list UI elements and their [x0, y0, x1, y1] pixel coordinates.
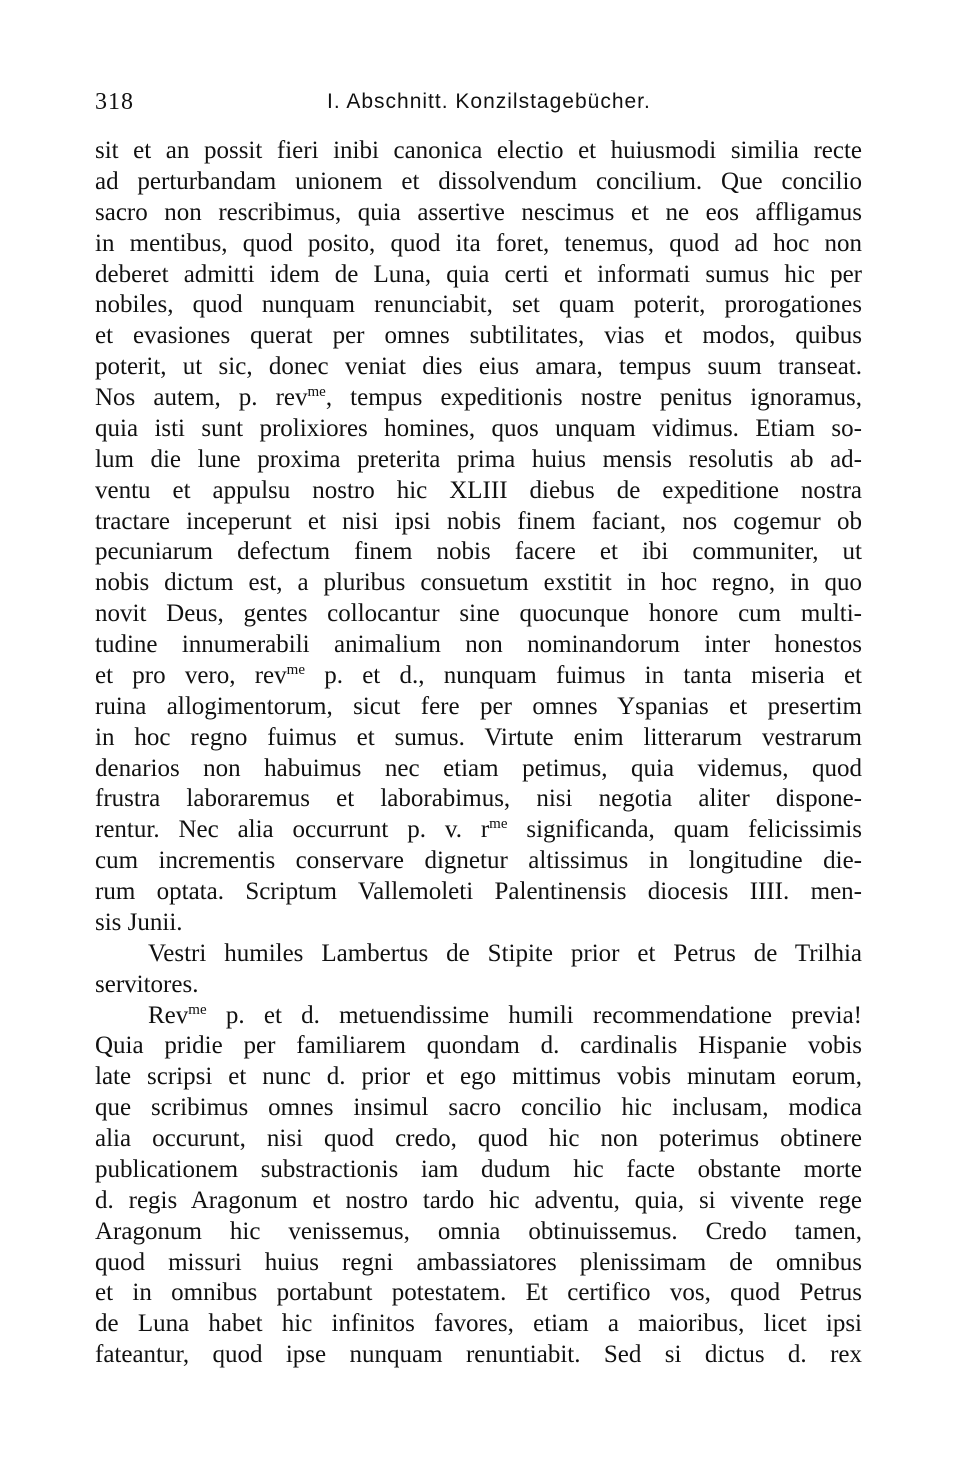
text-line: de Luna habet hic infinitos favores, etiam a maioribus, licet ipsi	[95, 1310, 862, 1338]
superscript-abbreviation: me	[307, 384, 326, 400]
text-line: lum die lune proxima preterita prima huius mensis resolutis ab ad-	[95, 445, 862, 473]
superscript-abbreviation: me	[489, 816, 508, 833]
body-text	[95, 136, 862, 1371]
text-line: rentur. Nec alia occurrunt p. v. $r^{me}$ significanda, quam felicissimis	[95, 816, 862, 844]
text-line: Rev$^{me}$ p. et d. metuendissime humili recommendatione previa!	[148, 1001, 862, 1029]
text-line: rum optata. Scriptum Vallemoleti Palentinensis diocesis IIII. men-	[95, 878, 862, 905]
text-line: alia occurunt, nisi quod credo, quod hic non poterimus obtinere	[95, 1125, 862, 1152]
text-line: nobis dictum est, a pluribus consuetum exstitit in hoc regno, in quo	[95, 569, 862, 597]
text-line: ventu et appulsu nostro hic XLIII diebus de expeditione nostra	[95, 476, 862, 504]
text-line: cum incrementis conservare dignetur altissimus in longitudine die-	[95, 847, 862, 875]
text-line: poterit, ut sic, donec veniat dies eius amara, tempus suum transeat.	[95, 353, 862, 381]
text-line: d. regis Aragonum et nostro tardo hic adventu, quia, si vivente rege	[95, 1186, 862, 1214]
superscript-abbreviation: me	[286, 661, 305, 678]
text-line: Aragonum hic venissemus, omnia obtinuissemus. Credo tamen,	[95, 1217, 862, 1245]
text-line: in mentibus, quod posito, quod ita foret, tenemus, quod ad hoc non	[95, 229, 862, 257]
text-line: et in omnibus portabunt potestatem. Et certifico vos, quod Petrus	[95, 1279, 862, 1307]
text-line: late scripsi et nunc d. prior et ego mittimus vobis minutam eorum,	[95, 1063, 862, 1091]
text-line: in hoc regno fuimus et sumus. Virtute enim litterarum vestrarum	[95, 723, 862, 751]
text-line: fateantur, quod ipse nunquam renuntiabit. Sed si dictus d. rex	[95, 1341, 862, 1369]
text-line: deberet admitti idem de Luna, quia certi et informati sumus hic per	[95, 260, 862, 288]
text-line: tudine innumerabili animalium non nominandorum inter honestos	[95, 631, 862, 658]
text-line: servitores.	[95, 970, 199, 998]
text-line: tractare inceperunt et nisi ipsi nobis finem faciant, nos cogemur ob	[95, 507, 862, 535]
text-line: pecuniarum defectum finem nobis facere et ibi communiter, ut	[95, 538, 862, 566]
text-line: Vestri humiles Lambertus de Stipite prior et Petrus de Trilhia	[148, 939, 862, 967]
text-line: nobiles, quod nunquam renunciabit, set quam poterit, prorogationes	[95, 291, 862, 319]
page-header	[95, 86, 860, 118]
text-line: sacro non rescribimus, quia assertive nescimus et ne eos affligamus	[95, 198, 862, 226]
text-line: frustra laboraremus et laborabimus, nisi negotia aliter dispone-	[95, 785, 862, 813]
text-line: quia isti sunt prolixiores homines, quos unquam vidimus. Etiam so-	[95, 414, 862, 442]
text-line: ruina allogimentorum, sicut fere per omnes Yspanias et presertim	[95, 692, 862, 720]
text-line: publicationem substractionis iam dudum hic facte obstante morte	[95, 1155, 862, 1183]
text-line: et pro vero, rev$^{me}$ p. et d., nunquam fuimus in tanta miseria et	[95, 661, 862, 689]
text-line: Nos autem, p. rev$^{me}$, tempus expeditionis nostre penitus ignoramus,	[95, 384, 862, 411]
text-line: quod missuri huius regni ambassiatores plenissimam de omnibus	[95, 1248, 862, 1276]
superscript-abbreviation: me	[188, 1001, 207, 1018]
page-number: 318	[95, 89, 134, 115]
text-line: ad perturbandam unionem et dissolvendum concilium. Que concilio	[95, 167, 862, 195]
text-line: sis Junii.	[95, 908, 183, 936]
text-line: et evasiones querat per omnes subtilitates, vias et modos, quibus	[95, 322, 862, 350]
running-head: I. Abschnitt. Konzilstagebücher.	[327, 90, 651, 113]
text-line: denarios non habuimus nec etiam petimus, quia videmus, quod	[95, 754, 862, 782]
text-line: novit Deus, gentes collocantur sine quocunque honore cum multi-	[95, 600, 862, 628]
text-line: Quia pridie per familiarem quondam d. cardinalis Hispanie vobis	[95, 1032, 862, 1060]
text-line: sit et an possit fieri inibi canonica electio et huiusmodi similia recte	[95, 137, 862, 164]
text-line: que scribimus omnes insimul sacro concilio hic inclusam, modica	[95, 1094, 862, 1122]
